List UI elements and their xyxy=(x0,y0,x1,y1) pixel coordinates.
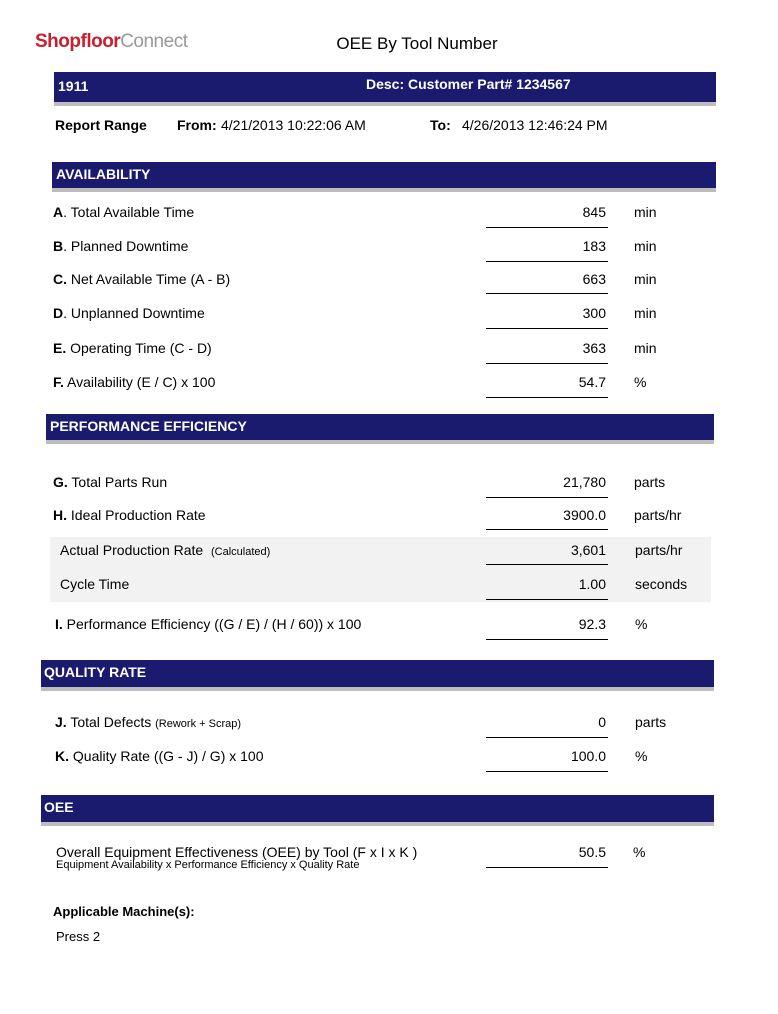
row-value: 21,780 xyxy=(563,474,606,490)
report-range-label: Report Range xyxy=(55,117,147,133)
row-label: J. Total Defects (Rework + Scrap) xyxy=(55,714,242,730)
row-value: 363 xyxy=(582,340,606,356)
row-unit: parts/hr xyxy=(634,507,682,523)
row-unit: % xyxy=(635,748,648,764)
row-value: 0 xyxy=(598,714,606,730)
value-underline xyxy=(486,639,608,640)
row-value: 54.7 xyxy=(578,374,606,390)
row-unit: parts xyxy=(634,474,666,490)
row-value: 92.3 xyxy=(578,616,606,632)
to-value: 4/26/2013 12:46:24 PM xyxy=(462,117,608,133)
availability-heading: AVAILABILITY xyxy=(56,166,151,182)
row-unit: % xyxy=(635,616,648,632)
row-unit: min xyxy=(634,340,657,356)
row-value: 3,601 xyxy=(570,542,606,558)
value-underline xyxy=(486,867,608,868)
row-label: K. Quality Rate ((G - J) / G) x 100 xyxy=(55,748,264,764)
value-underline xyxy=(486,564,608,565)
value-underline xyxy=(486,397,608,398)
oee-heading: OEE xyxy=(44,799,74,815)
row-unit: min xyxy=(634,204,657,220)
value-underline xyxy=(486,363,608,364)
value-underline xyxy=(486,261,608,262)
oee-label: Overall Equipment Effectiveness (OEE) by Tool (F x I x K ) xyxy=(56,844,418,860)
value-underline xyxy=(486,771,608,772)
tool-description: Desc: Customer Part# 1234567 xyxy=(366,76,571,92)
row-unit: min xyxy=(634,238,657,254)
logo-part1: Shopfloor xyxy=(35,31,121,52)
row-unit: min xyxy=(634,271,657,287)
row-value: 1.00 xyxy=(578,576,606,592)
oee-header xyxy=(41,795,714,822)
quality-heading: QUALITY RATE xyxy=(44,664,147,680)
to-label: To: xyxy=(430,117,451,133)
row-value: 183 xyxy=(582,238,606,254)
row-value: 3900.0 xyxy=(563,507,606,523)
row-unit: seconds xyxy=(635,576,688,592)
value-underline xyxy=(486,328,608,329)
row-value: 300 xyxy=(582,305,606,321)
logo-part2: Connect xyxy=(120,31,188,52)
availability-header xyxy=(52,162,716,188)
oee-unit: % xyxy=(633,844,646,860)
row-unit: % xyxy=(634,374,647,390)
page-title: OEE By Tool Number xyxy=(336,34,498,53)
tool-header-bar xyxy=(54,72,716,102)
row-unit: min xyxy=(634,305,657,321)
value-underline xyxy=(486,227,608,228)
oee-sublabel: Equipment Availability x Performance Efficiency x Quality Rate xyxy=(56,859,360,871)
row-label: I. Performance Efficiency ((G / E) / (H / 60)) x 100 xyxy=(55,616,362,632)
row-label: A. Total Available Time xyxy=(53,204,195,220)
tool-number: 1911 xyxy=(58,78,89,94)
row-unit: parts xyxy=(635,714,667,730)
row-label: E. Operating Time (C - D) xyxy=(53,340,212,356)
row-label: H. Ideal Production Rate xyxy=(53,507,206,523)
row-value: 845 xyxy=(582,204,606,220)
applicable-machines-label: Applicable Machine(s): xyxy=(53,904,195,919)
row-label: F. Availability (E / C) x 100 xyxy=(53,374,216,390)
from-label: From: xyxy=(177,117,217,133)
value-underline xyxy=(486,599,608,600)
applicable-machines-value: Press 2 xyxy=(56,929,101,944)
performance-header xyxy=(46,414,714,440)
value-underline xyxy=(486,737,608,738)
quality-header xyxy=(41,660,714,687)
row-label: Actual Production Rate (Calculated) xyxy=(60,542,271,558)
row-value: 100.0 xyxy=(570,748,606,764)
value-underline xyxy=(486,497,608,498)
row-label: G. Total Parts Run xyxy=(53,474,168,490)
row-label: Cycle Time xyxy=(60,576,130,592)
row-unit: parts/hr xyxy=(635,542,683,558)
value-underline xyxy=(486,529,608,530)
value-underline xyxy=(486,293,608,294)
row-label: D. Unplanned Downtime xyxy=(53,305,205,321)
oee-value: 50.5 xyxy=(578,844,606,860)
row-label: C. Net Available Time (A - B) xyxy=(53,271,231,287)
from-value: 4/21/2013 10:22:06 AM xyxy=(221,117,366,133)
row-label: B. Planned Downtime xyxy=(53,238,189,254)
performance-heading: PERFORMANCE EFFICIENCY xyxy=(50,418,247,434)
row-value: 663 xyxy=(582,271,606,287)
